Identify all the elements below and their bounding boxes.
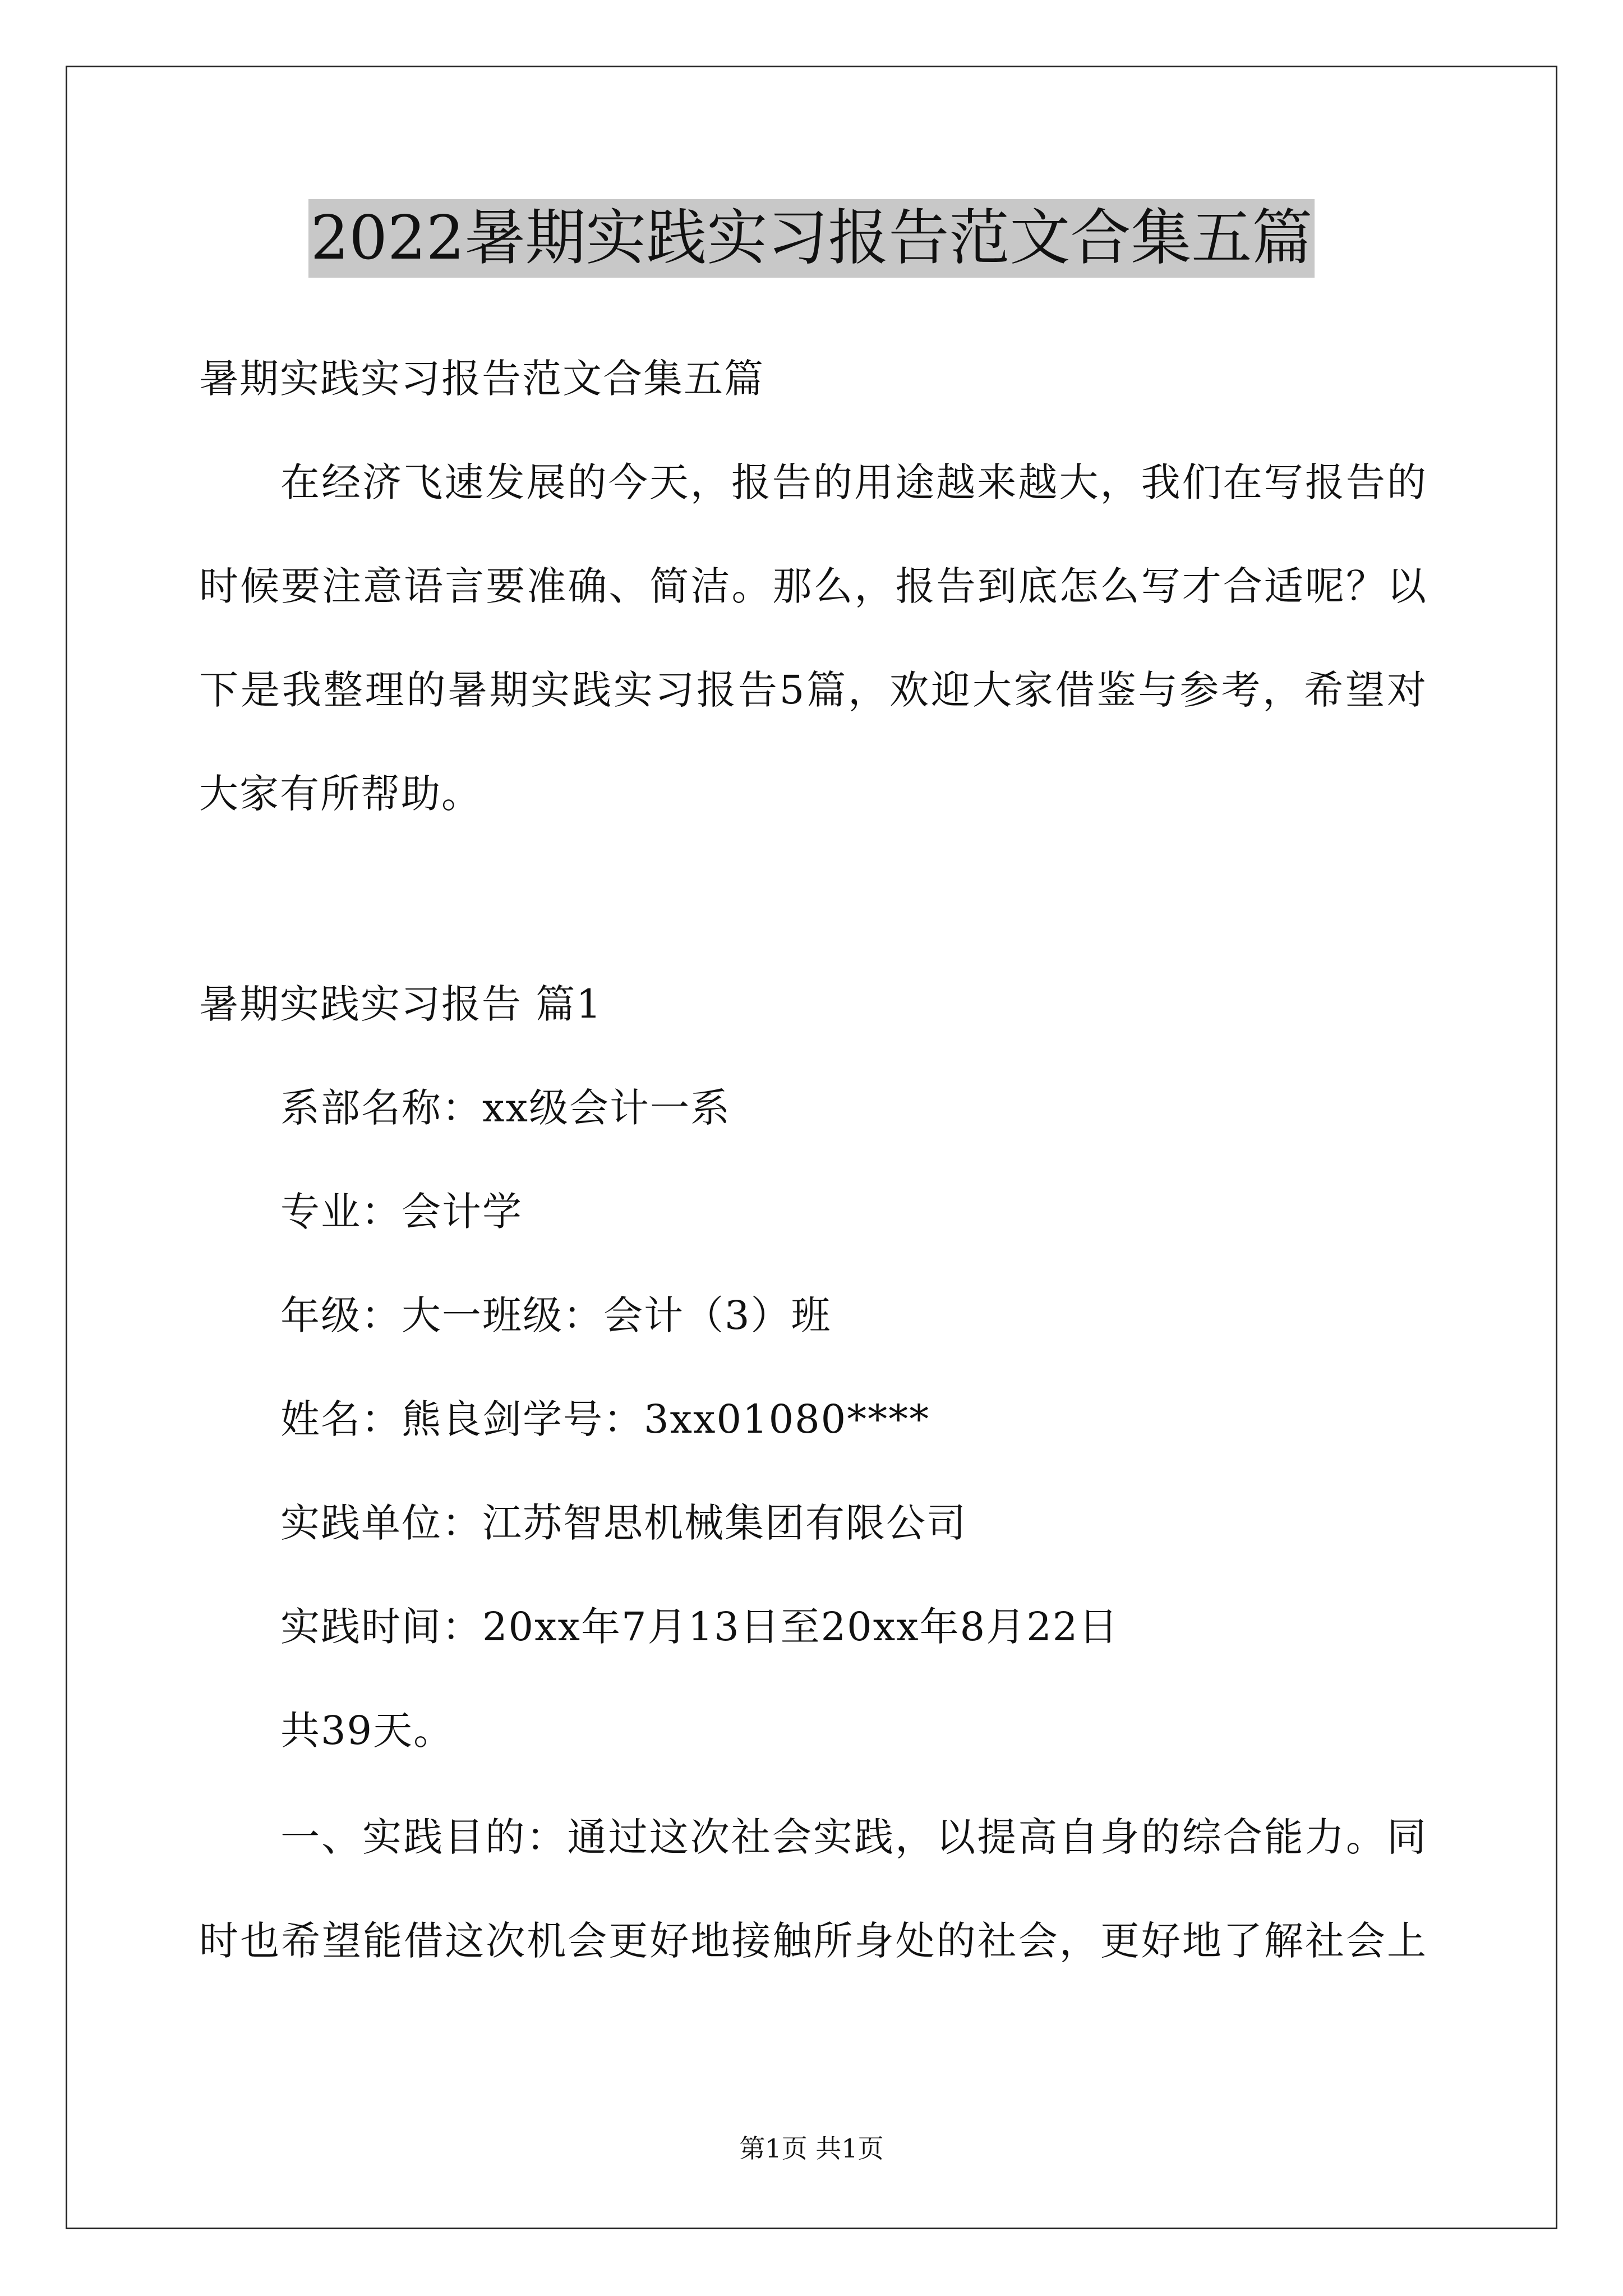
field-major: 专业：会计学 bbox=[280, 1189, 523, 1235]
document-title bbox=[0, 199, 1623, 278]
intro-line-1: 在经济飞速发展的今天，报告的用途越来越大，我们在写报告的 bbox=[280, 459, 1427, 505]
field-practice-unit: 实践单位：江苏智思机械集团有限公司 bbox=[280, 1500, 967, 1546]
purpose-line-1: 一、实践目的：通过这次社会实践，以提高自身的综合能力。同 bbox=[280, 1814, 1427, 1860]
page-footer: 第1页 共1页 bbox=[739, 2133, 884, 2164]
field-total-days: 共39天。 bbox=[280, 1708, 454, 1754]
field-department: 系部名称：xx级会计一系 bbox=[280, 1085, 731, 1131]
purpose-line-2: 时也希望能借这次机会更好地接触所身处的社会，更好地了解社会上 bbox=[199, 1918, 1427, 1964]
field-grade-class: 年级：大一班级：会计（3）班 bbox=[280, 1292, 832, 1338]
intro-line-4: 大家有所帮助。 bbox=[199, 771, 482, 817]
intro-line-3: 下是我整理的暑期实践实习报告5篇，欢迎大家借鉴与参考，希望对 bbox=[199, 667, 1427, 713]
section-heading: 暑期实践实习报告 篇1 bbox=[199, 981, 602, 1027]
document-title-text: 2022暑期实践实习报告范文合集五篇 bbox=[308, 199, 1315, 278]
document-subtitle: 暑期实践实习报告范文合集五篇 bbox=[199, 356, 764, 402]
field-practice-time: 实践时间：20xx年7月13日至20xx年8月22日 bbox=[280, 1604, 1119, 1650]
intro-line-2: 时候要注意语言要准确、简洁。那么，报告到底怎么写才合适呢？以 bbox=[199, 563, 1427, 609]
field-name-id: 姓名：熊良剑学号：3xx01080**** bbox=[280, 1396, 930, 1442]
